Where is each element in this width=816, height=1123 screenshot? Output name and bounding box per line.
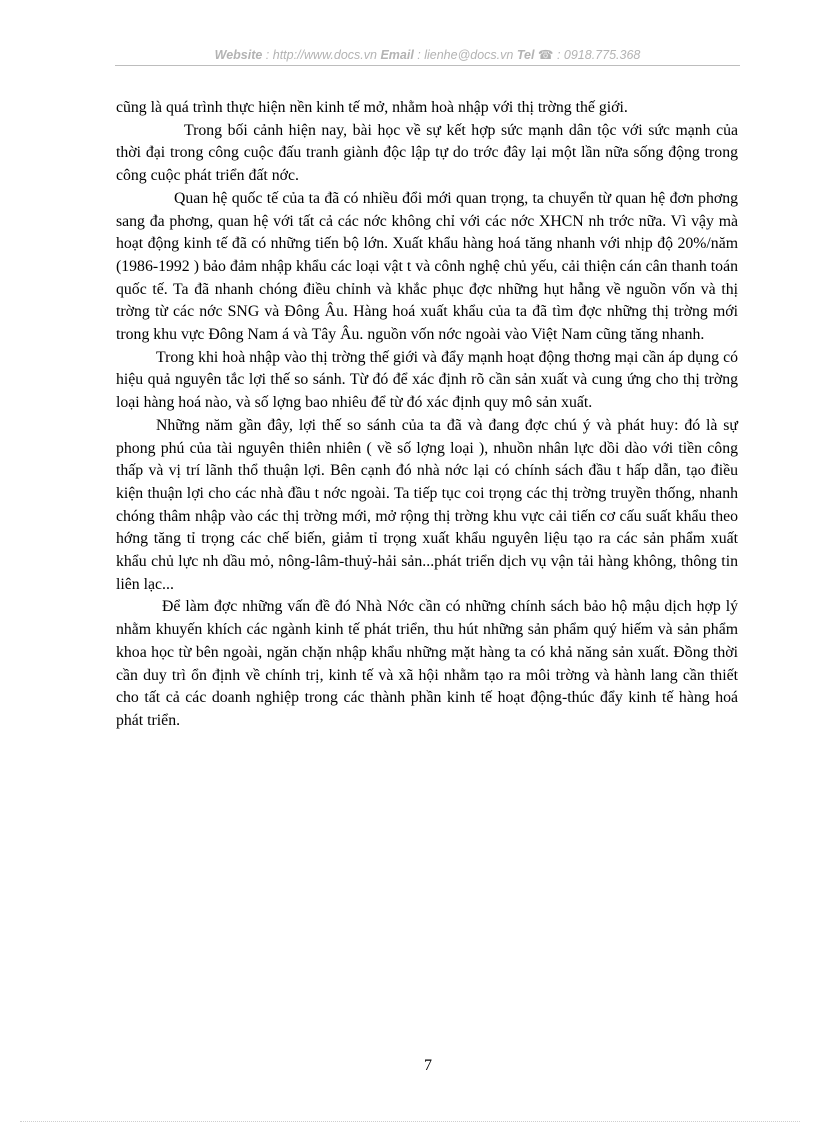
header-divider — [115, 65, 740, 66]
paragraph-6: Để làm đợc những vấn đề đó Nhà Nớc cần có những chính sách bảo hộ mậu dịch hợp lý nhằm khuyến khích các ngành kinh tế phát triển, thu hút những sản phẩm quý hiếm và sản phẩm khoa học từ bên ngoài, ngăn chặn nhập khẩu những mặt hàng ta có khả năng sản xuất. Đồng thời cần duy trì ổn định về chính trị, kinh tế và xã hội nhằm tạo ra môi trờng và hành lang cần thiết cho tất cả các doanh nghiệp trong các thành phần kinh tế hoạt động-thúc đẩy kinh tế hàng hoá phát triển. — [116, 598, 738, 729]
page-number: 7 — [424, 1057, 432, 1074]
tel-label: Tel — [516, 48, 535, 62]
website-url: : http://www.docs.vn — [262, 48, 381, 62]
footer-divider — [20, 1121, 800, 1122]
paragraph-5: Những năm gần đây, lợi thế so sánh của ta đã và đang đợc chú ý và phát huy: đó là sự phong phú của tài nguyên thiên nhiên ( về số lợng loại ), nhuồn nhân lực dồi dào với tiền công thấp và vị trí lãnh thổ thuận lợi. Bên cạnh đó nhà nớc lại có chính sách đầu t hấp dẫn, tạo điều kiện thuận lợi cho các nhà đầu t nớc ngoài. Ta tiếp tục coi trọng các thị trờng truyền thống, nhanh chóng thâm nhập vào các thị trờng mới, mở rộng thị trờng khu vực cải tiến cơ cấu suất khẩu theo hớng tăng tỉ trọng các chế biến, giảm tỉ trọng xuất khẩu nguyên liệu tạo ra các sản phẩm xuất khẩu chủ lực nh dầu mỏ, nông-lâm-thuỷ-hải sản...phát triển dịch vụ vận tải hàng không, thông tin liên lạc... — [116, 416, 738, 593]
paragraph-4: Trong khi hoà nhập vào thị trờng thế giới và đẩy mạnh hoạt động thơng mại cần áp dụng có hiệu quả nguyên tắc lợi thế so sánh. Từ đó để xác định rõ cần sản xuất và cung ứng cho thị trờng loại hàng hoá nào, và số lợng bao nhiêu để từ đó xác định quy mô sản xuất. — [116, 348, 738, 412]
email-address: : lienhe@docs.vn — [413, 48, 517, 62]
email-label: Email — [380, 48, 414, 62]
document-body — [116, 97, 738, 733]
paragraph-3: Quan hệ quốc tế của ta đã có nhiều đổi mới quan trọng, ta chuyển từ quan hệ đơn phơng sang đa phơng, quan hệ với tất cả các nớc không chỉ với các nớc XHCN nh trớc nữa. Vì vậy mà hoạt động kinh tế đã có những tiến bộ lớn. Xuất khẩu hàng hoá tăng nhanh với nhịp độ 20%/năm (1986-1992 ) bảo đảm nhập khẩu các loại vật t và cônh nghệ chủ yếu, cải thiện cán cân thanh toán quốc tế. Ta đã nhanh chóng điều chỉnh và khắc phục đợc những hụt hẫng về nguồn vốn và thị trờng từ các nớc SNG và Đông Âu. Hàng hoá xuất khẩu của ta đã tìm đợc những thị trờng mới trong khu vực Đông Nam á và Tây Âu. nguồn vốn nớc ngoài vào Việt Nam cũng tăng nhanh. — [116, 189, 738, 344]
paragraph-1: cũng là quá trình thực hiện nền kinh tế mở, nhằm hoà nhập với thị trờng thế giới. — [116, 99, 628, 116]
page-header — [115, 47, 740, 62]
website-label: Website — [214, 48, 263, 62]
tel-number: ☎ : 0918.775.368 — [534, 48, 641, 62]
paragraph-2: Trong bối cảnh hiện nay, bài học về sự kết hợp sức mạnh dân tộc với sức mạnh của thời đại trong công cuộc đấu tranh giành độc lập tự do trớc đây lại một lần nữa sống động trong công cuộc phát triển đất nớc. — [116, 121, 738, 185]
